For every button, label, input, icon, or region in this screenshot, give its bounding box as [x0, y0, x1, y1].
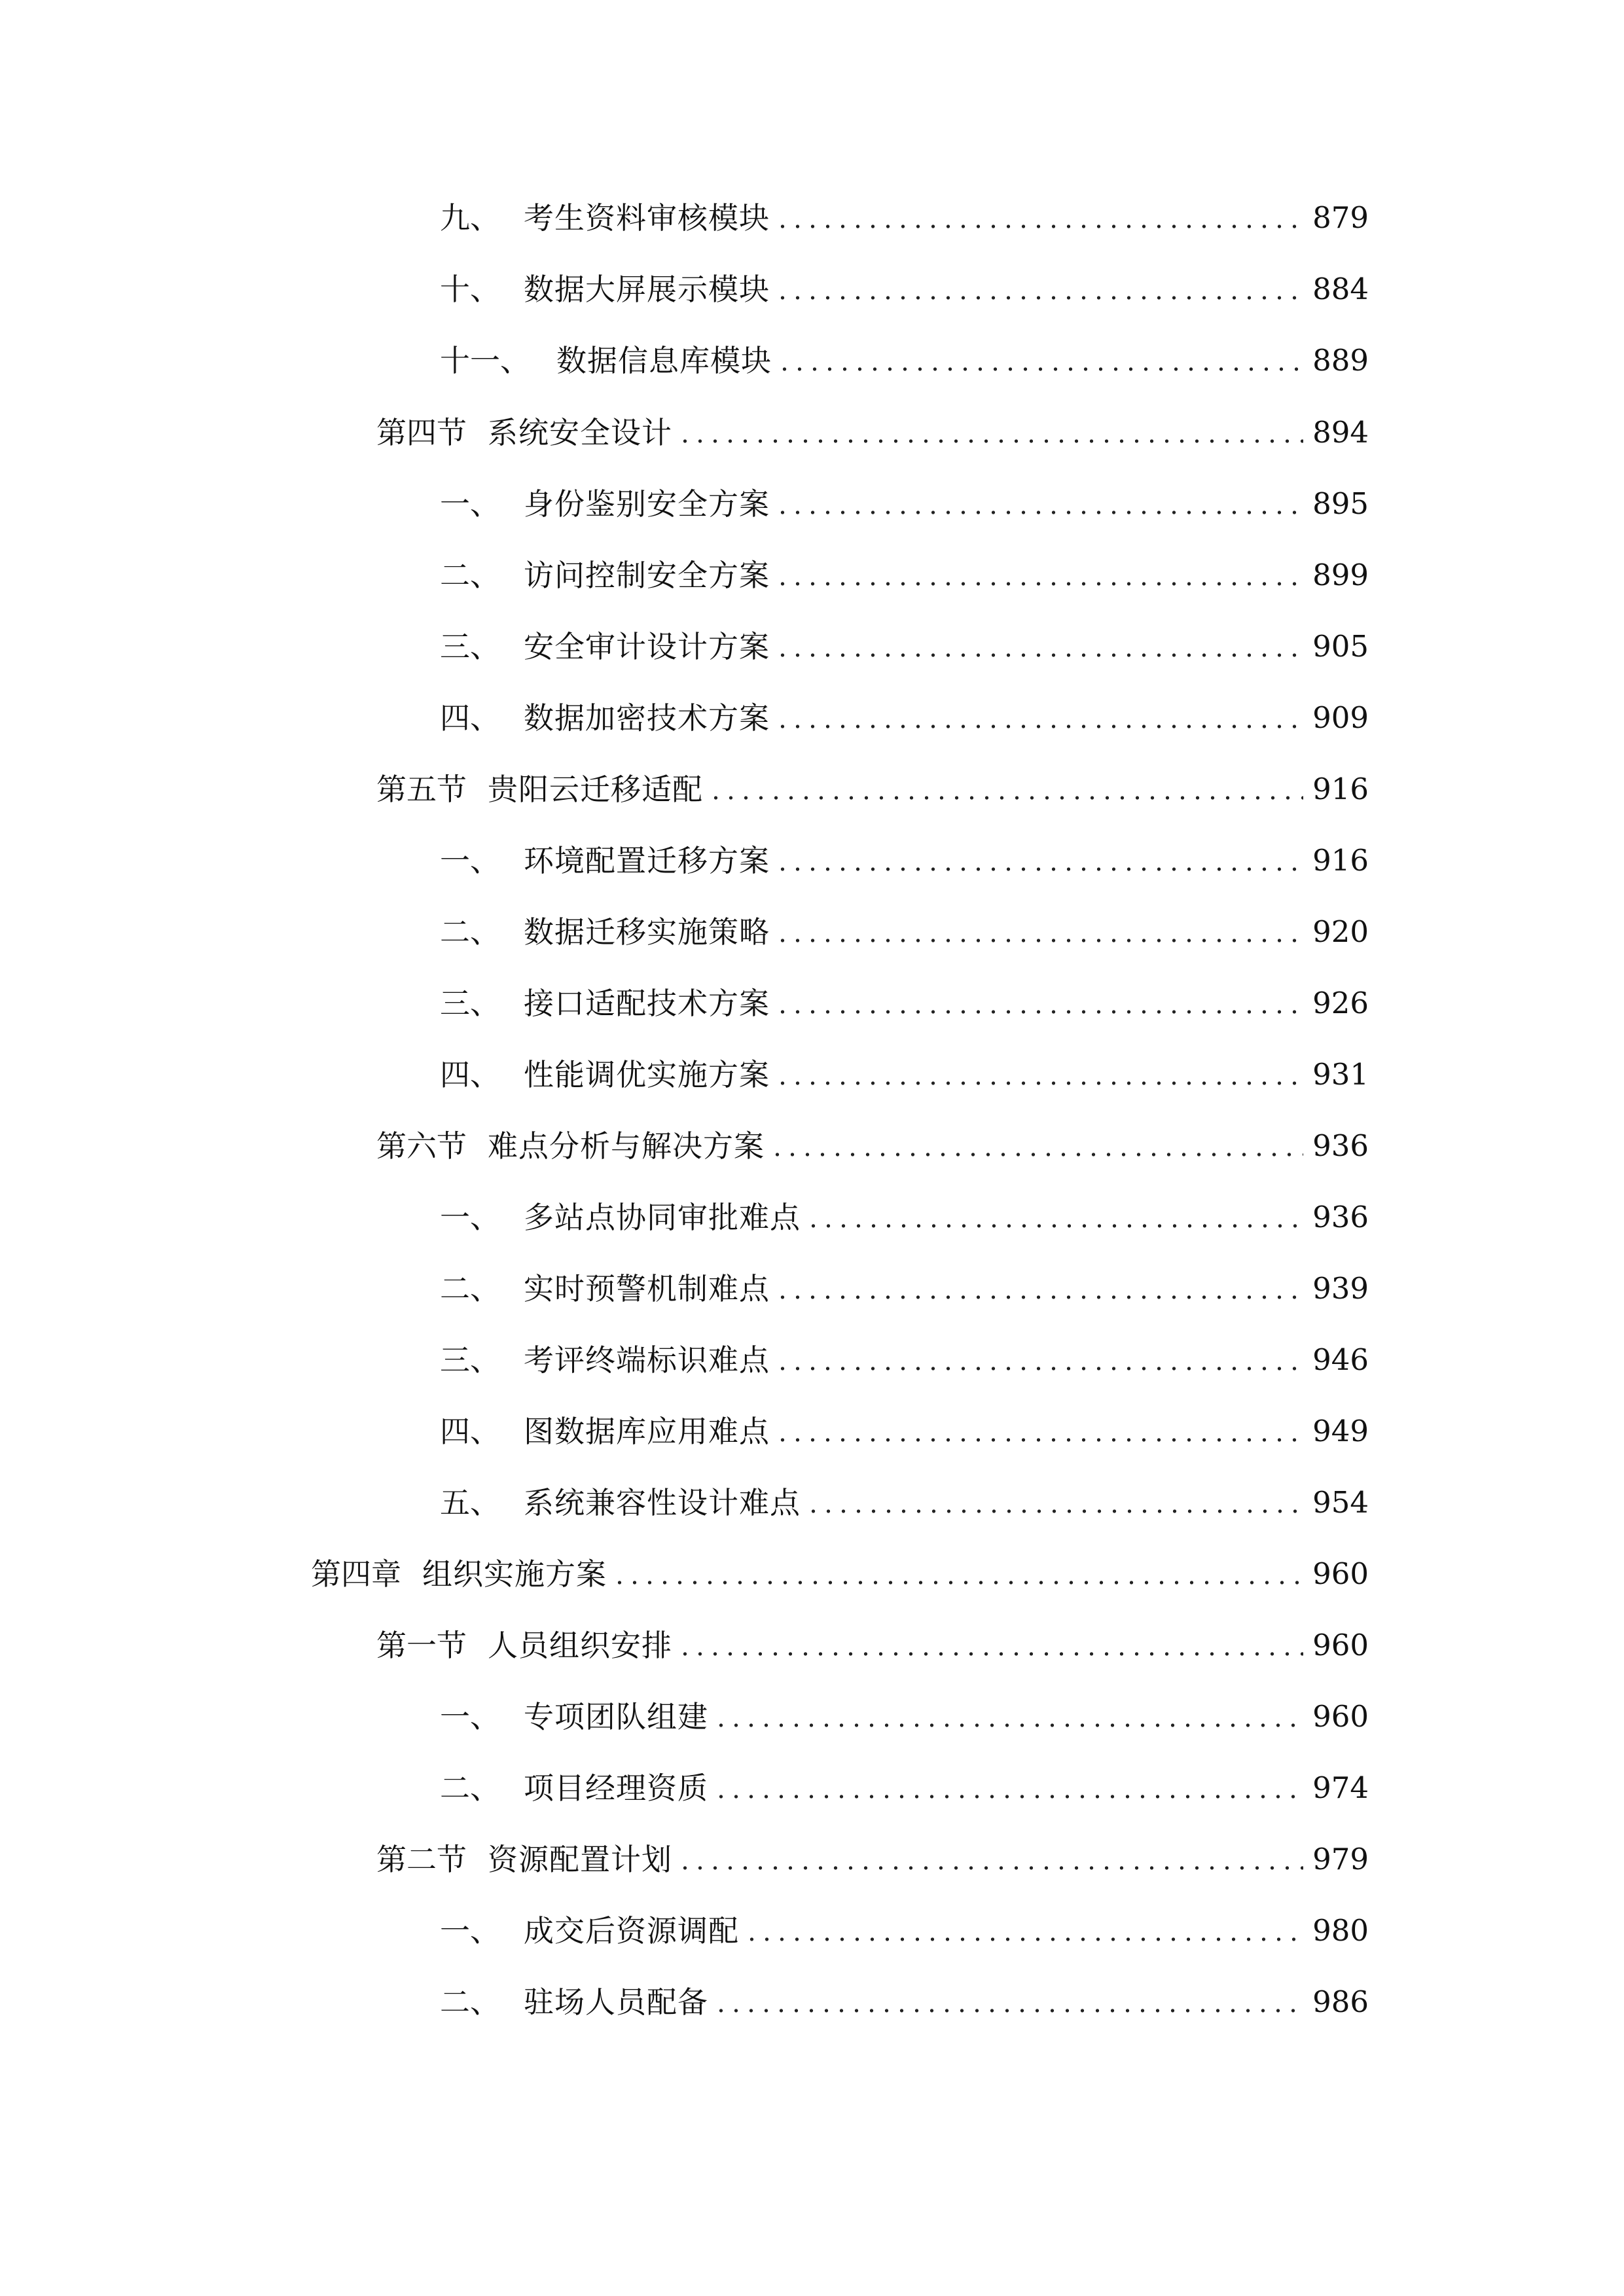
toc-entry-number: 十、	[440, 272, 500, 307]
toc-entry-page-number: 936	[1312, 1200, 1369, 1234]
toc-entry-title: 系统安全设计	[488, 415, 672, 450]
toc-entry-title: 资源配置计划	[488, 1842, 672, 1877]
toc-entry-page-number: 936	[1312, 1128, 1369, 1163]
toc-entry-page-number: 960	[1312, 1699, 1369, 1734]
toc-entry-page-number: 979	[1312, 1842, 1369, 1876]
toc-entry[interactable]	[440, 1052, 1369, 1098]
toc-entry-page-number: 895	[1312, 486, 1369, 521]
dot-leader	[708, 794, 1303, 802]
toc-entry[interactable]	[440, 1194, 1369, 1240]
toc-entry-number: 一、	[440, 1913, 500, 1948]
toc-entry-number: 第四章	[311, 1556, 401, 1592]
toc-entry-title: 考生资料审核模块	[524, 200, 770, 236]
toc-entry-page-number: 920	[1312, 914, 1369, 949]
toc-entry-number: 一、	[440, 843, 500, 878]
toc-entry-title: 系统兼容性设计难点	[524, 1485, 801, 1520]
dot-leader	[775, 865, 1303, 873]
toc-entry[interactable]	[376, 1623, 1369, 1668]
dot-leader	[775, 1365, 1303, 1372]
dot-leader	[677, 1864, 1303, 1872]
toc-entry[interactable]	[440, 266, 1369, 312]
dot-leader	[775, 1436, 1303, 1444]
toc-entry-title: 数据迁移实施策略	[524, 914, 770, 950]
toc-entry-title: 数据大屏展示模块	[524, 272, 770, 307]
dot-leader	[806, 1222, 1303, 1230]
toc-entry-page-number: 909	[1312, 700, 1369, 735]
toc-entry[interactable]	[440, 1979, 1369, 2025]
toc-entry-page-number: 986	[1312, 1984, 1369, 2019]
toc-entry-title: 人员组织安排	[488, 1628, 672, 1663]
toc-entry-page-number: 926	[1312, 986, 1369, 1020]
dot-leader	[775, 509, 1303, 516]
toc-entry[interactable]	[440, 338, 1369, 384]
dot-leader	[775, 937, 1303, 944]
toc-entry-page-number: 954	[1312, 1485, 1369, 1520]
toc-entry-title: 多站点协同审批难点	[524, 1200, 801, 1235]
toc-entry[interactable]	[440, 909, 1369, 955]
toc-entry-page-number: 960	[1312, 1628, 1369, 1662]
toc-entry[interactable]	[440, 552, 1369, 598]
toc-entry-number: 第二节	[376, 1842, 467, 1877]
dot-leader	[677, 437, 1303, 445]
toc-entry[interactable]	[440, 1337, 1369, 1383]
dot-leader	[775, 651, 1303, 659]
toc-entry-number: 二、	[440, 1770, 500, 1806]
toc-entry-page-number: 974	[1312, 1770, 1369, 1805]
toc-entry-title: 身份鉴别安全方案	[524, 486, 770, 522]
toc-entry-number: 四、	[440, 700, 500, 736]
toc-entry-title: 图数据库应用难点	[524, 1414, 770, 1449]
dot-leader	[612, 1579, 1303, 1587]
toc-entry-page-number: 889	[1312, 343, 1369, 378]
toc-entry-title: 驻场人员配备	[524, 1984, 708, 2020]
toc-entry-title: 成交后资源调配	[524, 1913, 739, 1948]
toc-entry-page-number: 949	[1312, 1414, 1369, 1448]
toc-entry-number: 第四节	[376, 415, 467, 450]
toc-entry[interactable]	[440, 980, 1369, 1026]
toc-entry[interactable]	[440, 1266, 1369, 1312]
toc-entry-page-number: 905	[1312, 629, 1369, 664]
toc-entry-title: 难点分析与解决方案	[488, 1128, 765, 1164]
toc-entry-title: 访问控制安全方案	[524, 558, 770, 593]
toc-entry-number: 一、	[440, 486, 500, 522]
dot-leader	[677, 1650, 1303, 1658]
toc-entry[interactable]	[440, 1408, 1369, 1454]
dot-leader	[713, 1721, 1303, 1729]
dot-leader	[775, 223, 1303, 230]
toc-entry-page-number: 894	[1312, 415, 1369, 450]
toc-entry[interactable]	[440, 195, 1369, 241]
toc-entry-title: 环境配置迁移方案	[524, 843, 770, 878]
toc-entry-page-number: 884	[1312, 272, 1369, 306]
dot-leader	[775, 1293, 1303, 1301]
dot-leader	[770, 1151, 1303, 1158]
toc-entry-number: 二、	[440, 1271, 500, 1306]
toc-entry-page-number: 960	[1312, 1556, 1369, 1591]
toc-entry-number: 二、	[440, 1984, 500, 2020]
dot-leader	[775, 294, 1303, 302]
toc-entry-page-number: 931	[1312, 1057, 1369, 1092]
toc-entry[interactable]	[440, 838, 1369, 884]
toc-entry-number: 三、	[440, 1342, 500, 1378]
dot-leader	[777, 365, 1303, 373]
toc-entry[interactable]	[440, 1694, 1369, 1740]
toc-entry-title: 考评终端标识难点	[524, 1342, 770, 1378]
toc-entry-title: 组织实施方案	[422, 1556, 607, 1592]
toc-entry-title: 数据信息库模块	[556, 343, 772, 378]
toc-entry-number: 四、	[440, 1057, 500, 1092]
toc-entry[interactable]	[376, 410, 1369, 456]
toc-entry[interactable]	[440, 481, 1369, 527]
toc-entry-title: 安全审计设计方案	[524, 629, 770, 664]
dot-leader	[744, 1935, 1303, 1943]
toc-entry-number: 第六节	[376, 1128, 467, 1164]
toc-entry[interactable]	[376, 1123, 1369, 1169]
toc-entry[interactable]	[440, 1908, 1369, 1954]
toc-entry-title: 性能调优实施方案	[524, 1057, 770, 1092]
toc-entry-number: 三、	[440, 986, 500, 1021]
toc-entry-number: 第一节	[376, 1628, 467, 1663]
toc-entry-number: 一、	[440, 1200, 500, 1235]
toc-entry-number: 五、	[440, 1485, 500, 1520]
toc-entry[interactable]	[376, 766, 1369, 812]
dot-leader	[713, 1793, 1303, 1801]
toc-entry-title: 数据加密技术方案	[524, 700, 770, 736]
dot-leader	[775, 723, 1303, 730]
dot-leader	[775, 1008, 1303, 1016]
dot-leader	[806, 1507, 1303, 1515]
toc-entry[interactable]	[311, 1551, 1369, 1597]
toc-entry-page-number: 939	[1312, 1271, 1369, 1306]
toc-entry-page-number: 916	[1312, 772, 1369, 806]
toc-entry-title: 实时预警机制难点	[524, 1271, 770, 1306]
toc-entry[interactable]	[440, 695, 1369, 741]
dot-leader	[775, 1079, 1303, 1087]
toc-entry-number: 一、	[440, 1699, 500, 1734]
toc-entry-number: 九、	[440, 200, 500, 236]
toc-entry[interactable]	[376, 1837, 1369, 1882]
toc-entry-page-number: 946	[1312, 1342, 1369, 1377]
dot-leader	[775, 580, 1303, 588]
toc-entry[interactable]	[440, 1765, 1369, 1811]
toc-entry-page-number: 916	[1312, 843, 1369, 878]
toc-entry-title: 项目经理资质	[524, 1770, 708, 1806]
toc-entry[interactable]	[440, 624, 1369, 670]
toc-entry-page-number: 980	[1312, 1913, 1369, 1948]
toc-entry-title: 贵阳云迁移适配	[488, 772, 703, 807]
toc-entry-page-number: 899	[1312, 558, 1369, 592]
toc-entry[interactable]	[440, 1480, 1369, 1526]
toc-entry-number: 第五节	[376, 772, 467, 807]
dot-leader	[713, 2007, 1303, 2015]
toc-entry-number: 三、	[440, 629, 500, 664]
toc-entry-number: 二、	[440, 558, 500, 593]
toc-entry-title: 接口适配技术方案	[524, 986, 770, 1021]
toc-entry-number: 四、	[440, 1414, 500, 1449]
toc-entry-page-number: 879	[1312, 200, 1369, 235]
toc-entry-title: 专项团队组建	[524, 1699, 708, 1734]
toc-entry-number: 十一、	[440, 343, 530, 378]
toc-entry-number: 二、	[440, 914, 500, 950]
